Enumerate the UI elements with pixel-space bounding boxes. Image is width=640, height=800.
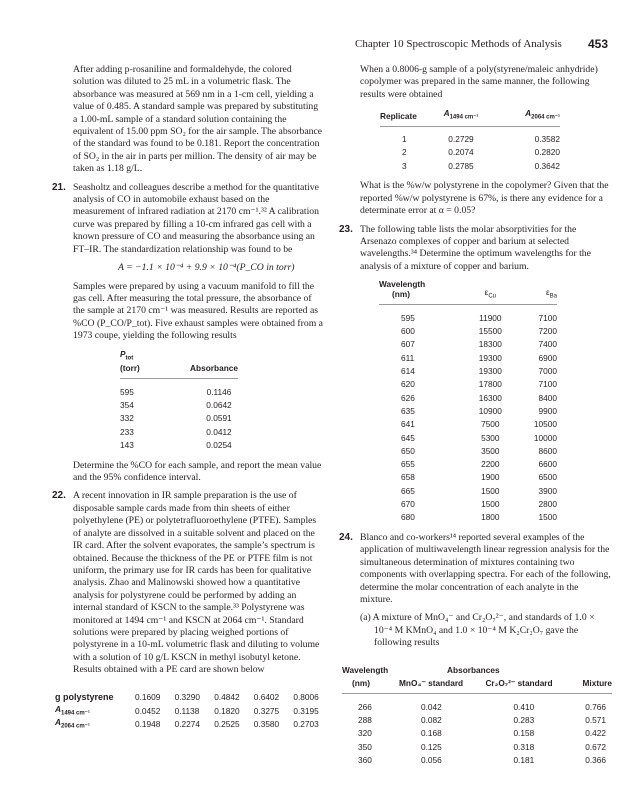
table-cell: 1500 [481,499,500,510]
table-cell: 600 [401,326,415,337]
problem-21-text: Seasholtz and colleagues describe a method for the quantitative analysis of CO in automobile exhaust based on the measurement of infrared radiation at 2170 cm⁻¹.³² A calibration curve was prepared by filling a 10-cm infrared gas cell with a known pressure of CO and measuring the absorbance using an FT–IR. The standardization relationship was found to be [73,181,319,255]
table-cell: 7100 [538,379,557,390]
table-cell: 5300 [481,432,500,443]
table-cell: 626 [401,392,415,403]
mno4-standard-header: MnO₄⁻ standard [399,675,485,694]
problem-22-question: What is the %w/w polystyrene in the copolymer? Given that the reported %w/w polystyrene is 67%, is there any evidence for a determinate error at α = 0.05? [360,180,609,217]
table-cell: 7400 [538,339,557,350]
table-row: 2 0.2074 0.2820 [402,147,560,158]
table-cell: 1500 [538,512,557,523]
left-column [52,64,323,731]
pressure-absorbance-table [120,349,238,452]
table-row [379,338,557,351]
table-cell: 0.672 [585,741,606,752]
table-row [379,511,557,524]
table-cell: 665 [401,485,415,496]
table-cell: 18300 [478,339,502,350]
table-cell: 1800 [481,512,500,523]
molar-absorptivity-table [379,279,557,524]
table-cell: 320 [358,728,372,739]
table-row [342,753,612,766]
running-header: Chapter 10 Spectroscopic Methods of Analysis [355,38,562,50]
absorbances-header: Absorbances [447,664,500,675]
torr-header: (torr) [120,363,140,374]
table-row [342,740,612,753]
right-column [339,64,612,767]
table-row [379,378,557,391]
table-row: 332 0.0591 [120,413,232,424]
replicate-header: Replicate [380,107,428,126]
table-row [379,418,557,431]
a1494-header: $A_{1494 cm^{-1}}$ [428,107,494,126]
table-cell: 6900 [538,352,557,363]
absorbances-table [342,662,612,767]
table-cell: 650 [401,445,415,456]
problem-21-text-2: Samples were prepared by using a vacuum manifold to fill the gas cell. After measuring the total pressure, the absorbance of the sample at 2170 cm⁻¹ was measured. Results are reported as %CO (P_CO/P_tot). Five exhaust samples were obtained from a 1973 coupe, yielding the following results [73,280,323,342]
table-cell: 0.042 [421,701,442,712]
epsilon-cu-header: $\varepsilon_{Cu}$ [468,279,512,305]
wavelength-header: Wavelength (nm) [379,279,468,305]
problem-23-number: 23. [339,223,353,235]
table-cell: 7100 [538,312,557,323]
table-row: 595 0.1146 [120,386,232,397]
problem-24-text: Blanco and co-workers¹⁴ reported several examples of the application of multiwavelength linear regression analysis for the simultaneous determination of mixtures containing two components with overlapping spectra. For each of the following, determine the molar concentration of each analyte in the mixture. [360,532,611,606]
table-cell: 10000 [533,432,557,443]
table-cell: 607 [401,339,415,350]
table-cell: 641 [401,419,415,430]
table-row: $A_{2064 cm^{-1}}$ 0.1948 0.2274 0.2525 0.3580 0.2703 [55,717,319,731]
table-cell: 614 [401,366,415,377]
problem-22-number: 22. [52,490,66,502]
problem-24 [339,532,612,606]
table-row: 143 0.0254 [120,440,232,451]
table-row [379,484,557,497]
table-cell: 6600 [538,459,557,470]
table-cell: 0.082 [421,715,442,726]
problem-22 [52,490,323,676]
table-cell: 10500 [533,419,557,430]
problem-23-text: The following table lists the molar absorptivities for the Arsenazo complexes of copper and barium at selected wavelengths.³⁴ Determine the optimum wavelengths for the analysis of a mixture of copper and barium. [360,223,591,272]
problem-22-text: A recent innovation in IR sample preparation is the use of disposable sample cards made from thin sheets of either polyethylene (PE) or polytetrafluoroethylene (PTFE). Samples of analyte are dissolved in a suitable solvent and placed on the IR card. After the solvent evaporates, the sample’s spectrum is obtained. Because the thickness of the PE or PTFE film is not uniform, the primary use for IR cards has been for qualitative analysis. Zhao and Malinowski showed how a quantitative analysis for polystyrene could be performed by adding an internal standard of KSCN to the sample.³³ Polystyrene was monitored at 1494 cm⁻¹ and KSCN at 2064 cm⁻¹. Standard solutions were prepared by placing weighed portions of polystyrene in a 10-mL volumetric flask and diluting to volume with a solution of 10 g/L KSCN in methyl isobutyl ketone. Results obtained with a PE card are shown below [73,490,320,676]
mixture-header: Mixture [576,675,612,694]
problem-21 [52,181,323,256]
polystyrene-standards-table [55,691,333,731]
table-row [379,364,557,377]
problem-22-continuation: When a 0.8006-g sample of a poly(styrene/maleic anhydride) copolymer was prepared in the same manner, the following results were obtained [360,64,598,100]
table-cell: 7200 [538,326,557,337]
table-row: 1 0.2729 0.3582 [402,134,560,145]
table-cell: 655 [401,459,415,470]
table-cell: 350 [358,741,372,752]
table-cell: 11900 [479,312,502,323]
table-row [379,497,557,510]
problem-24a-text: (a) A mixture of MnO₄⁻ and Cr₂O₇²⁻, and standards of 1.0 × 10⁻⁴ M KMnO₄ and 1.0 × 10⁻⁴ M K₂Cr₂O₇ gave the following results [360,612,595,649]
table-cell: 620 [401,379,415,390]
table-cell: 8600 [538,445,557,456]
problem-21-equation: A = −1.1 × 10⁻⁴ + 9.9 × 10⁻⁴(P_CO in torr) [118,262,295,274]
wavelength-header: Wavelength [342,664,389,675]
table-cell: 0.125 [421,741,442,752]
table-cell: 658 [401,472,415,483]
table-cell: 645 [401,432,415,443]
table-row [379,391,557,404]
table-cell: 595 [401,312,415,323]
table-cell: 19300 [478,352,502,363]
nm-header: (nm) [342,675,399,694]
table-cell: 7000 [538,366,557,377]
table-cell: 0.168 [421,728,442,739]
table-cell: 0.056 [421,755,442,766]
table-cell: 1500 [481,485,500,496]
table-cell: 0.181 [513,755,535,766]
table-cell: 2800 [538,499,557,510]
table-row [342,694,612,714]
absorbance-header: Absorbance [170,349,238,379]
table-cell: 670 [401,499,415,510]
table-row [379,431,557,444]
table-row [379,325,557,338]
table-cell: 3500 [481,445,500,456]
table-cell: 0.571 [585,715,606,726]
table-row [379,305,557,325]
table-cell: 0.318 [513,741,535,752]
cr2o7-standard-header: Cr₂O₇²⁻ standard [485,675,575,694]
problem-23 [339,223,612,274]
table-cell: 360 [358,755,372,766]
ptot-header: $P_{tot}$ [120,348,134,362]
problem-21-question: Determine the %CO for each sample, and report the mean value and the 95% confidence interval. [73,459,322,484]
table-cell: 0.366 [585,755,606,766]
table-row: g polystyrene 0.1609 0.3290 0.4842 0.6402 0.8006 [55,692,319,703]
problem-20-continuation: After adding p-rosaniline and formaldehyde, the colored solution was diluted to 25 mL in a volumetric flask. The absorbance was measured at 569 nm in a 1-cm cell, yielding a value of 0.485. A standard sample was prepared by substituting a 1.00-mL sample of a standard solution containing the equivalent of 15.00 ppm SO₂ for the air sample. The absorbance of the standard was found to be 0.181. Report the concentration of SO₂ in the air in parts per million. The density of air may be taken as 1.18 g/L. [73,64,323,175]
epsilon-ba-header: $\varepsilon_{Ba}$ [513,279,557,305]
table-cell: 266 [358,701,372,712]
table-row [379,458,557,471]
table-cell: 15500 [478,326,502,337]
table-cell: 0.158 [513,728,535,739]
table-row [342,727,612,740]
table-row: 354 0.0642 [120,400,232,411]
table-cell: 16300 [478,392,502,403]
a2064-header: $A_{2064 cm^{-1}}$ [494,107,560,126]
table-row: 3 0.2785 0.3642 [402,160,560,171]
table-cell: 0.766 [585,701,606,712]
table-row: $A_{1494 cm^{-1}}$ 0.0452 0.1138 0.1820 0.3275 0.3195 [55,704,319,717]
replicate-table [380,107,560,172]
table-cell: 611 [401,352,415,363]
table-cell: 680 [401,512,415,523]
table-cell: 0.422 [585,728,606,739]
table-row [379,351,557,364]
problem-21-number: 21. [52,181,66,193]
table-row [379,404,557,417]
table-cell: 8400 [538,392,557,403]
table-cell: 3900 [538,485,557,496]
table-cell: 10900 [478,405,502,416]
page-number: 453 [588,37,609,51]
table-cell: 635 [401,405,415,416]
table-cell: 17800 [478,379,502,390]
table-cell: 1900 [481,472,500,483]
table-cell: 0.410 [513,701,535,712]
table-row [342,714,612,727]
table-cell: 6500 [538,472,557,483]
table-row [379,471,557,484]
table-row [379,444,557,457]
table-cell: 19300 [478,366,502,377]
table-row: 233 0.0412 [120,426,232,437]
table-cell: 2200 [481,459,500,470]
table-cell: 0.283 [513,715,535,726]
table-cell: 7500 [481,419,500,430]
table-cell: 288 [358,715,372,726]
table-cell: 9900 [538,405,557,416]
problem-24-number: 24. [339,532,353,543]
